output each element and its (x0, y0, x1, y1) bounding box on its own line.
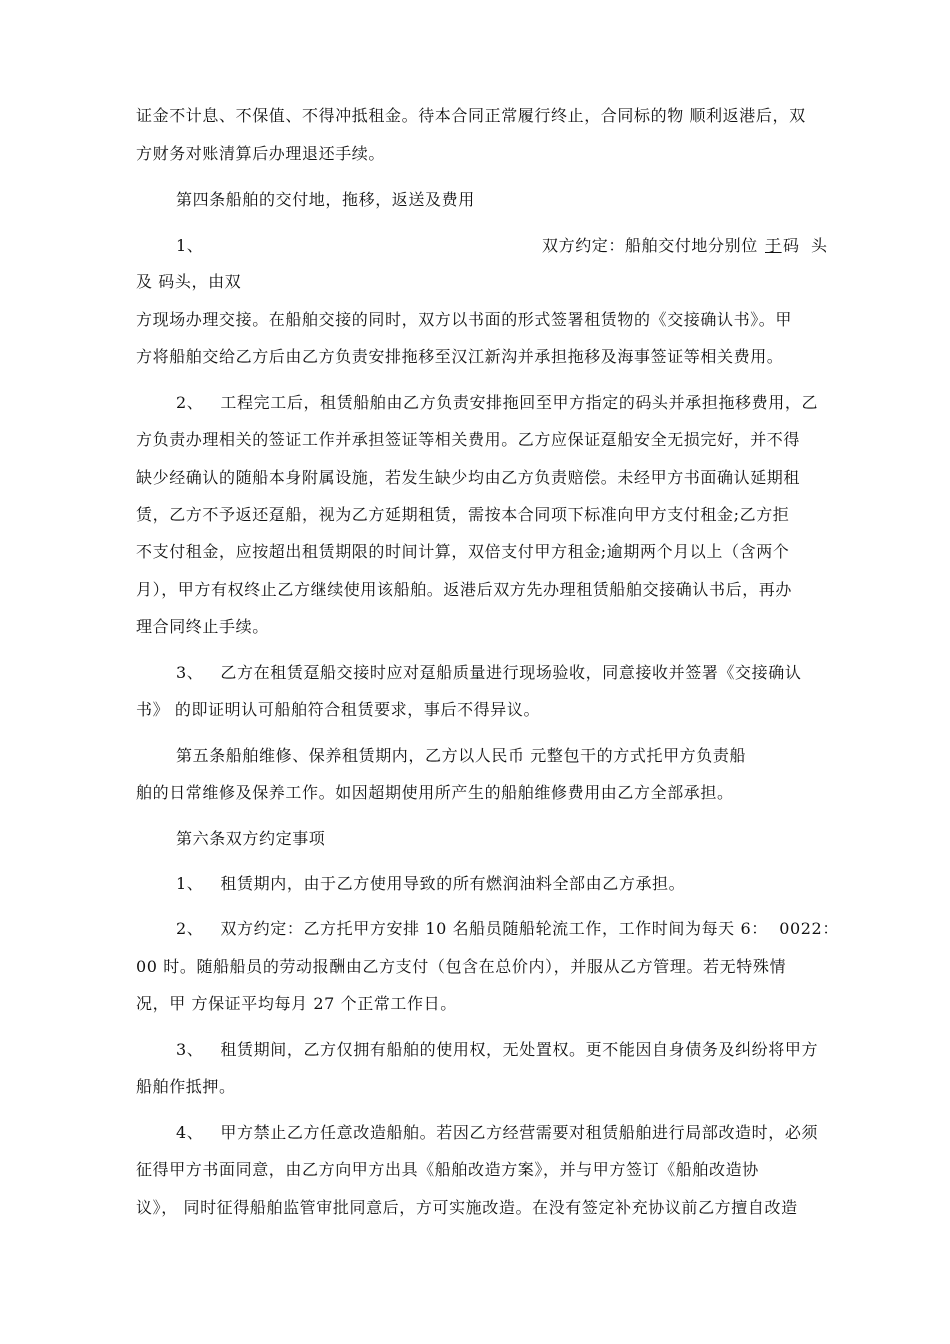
text-line: 3、 乙方在租赁趸船交接时应对趸船质量进行现场验收，同意接收并签署《交接确认 (176, 663, 802, 682)
text-line: 1、 租赁期内，由于乙方使用导致的所有燃润油料全部由乙方承担。 (176, 874, 686, 893)
text-line: 码 头 (783, 236, 828, 255)
text-line: 2、 双方约定：乙方托甲方安排 10 名船员随船轮流工作，工作时间为每天 6： 0022： (176, 919, 839, 938)
article-6-heading: 第六条双方约定事项 (176, 829, 326, 848)
text-line: 况，甲 方保证平均每月 27 个正常工作日。 (136, 994, 457, 1013)
text-line: 议》， 同时征得船舶监管审批同意后，方可实施改造。在没有签定补充协议前乙方擅自改造 (136, 1198, 798, 1217)
text-line: 征得甲方书面同意，由乙方向甲方出具《船舶改造方案》，并与甲方签订《船舶改造协 (136, 1160, 759, 1179)
text-line: 赁，乙方不予返还趸船，视为乙方延期租赁，需按本合同项下标准向甲方支付租金;乙方拒 (136, 505, 790, 524)
article-4-heading: 第四条船舶的交付地，拖移，返送及费用 (176, 190, 475, 209)
text-line: 及 码头，由双 (136, 272, 242, 291)
text-line: 书》 的即证明认可船舶符合租赁要求，事后不得异议。 (136, 700, 541, 719)
text-line: 方财务对账清算后办理退还手续。 (136, 144, 386, 163)
article-5-heading: 第五条船舶维修、保养租赁期内，乙方以人民币 元整包干的方式托甲方负责船 (176, 746, 747, 765)
text-line: 船舶作抵押。 (136, 1077, 236, 1096)
text-line: 方负责办理相关的签证工作并承担签证等相关费用。乙方应保证趸船安全无损完好，并不得 (136, 430, 801, 449)
text-line: 缺少经确认的随船本身附属设施，若发生缺少均由乙方负责赔偿。未经甲方书面确认延期租 (136, 468, 801, 487)
text-line: 3、 租赁期间，乙方仅拥有船舶的使用权，无处置权。更不能因自身债务及纠纷将甲方 (176, 1040, 819, 1059)
text-line: 4、 甲方禁止乙方任意改造船舶。若因乙方经营需要对租赁船舶进行局部改造时，必须 (176, 1123, 819, 1142)
text-line: 于 (765, 236, 782, 255)
text-line: 月），甲方有权终止乙方继续使用该船舶。返港后双方先办理租赁船舶交接确认书后，再办 (136, 580, 793, 599)
text-line: 方现场办理交接。在船舶交接的同时，双方以书面的形式签署租赁物的《交接确认书》。甲 (136, 310, 793, 329)
list-number: 1、 (176, 236, 204, 255)
text-line: 2、 工程完工后，租赁船舶由乙方负责安排拖回至甲方指定的码头并承担拖移费用，乙 (176, 393, 819, 412)
text-line: 不支付租金，应按超出租赁期限的时间计算，双倍支付甲方租金;逾期两个月以上（含两个 (136, 542, 790, 561)
text-line: 证金不计息、不保值、不得冲抵租金。待本合同正常履行终止，合同标的物 顺利返港后，双 (136, 106, 806, 125)
text-line: 双方约定：船舶交付地分别位 (542, 236, 758, 255)
text-line: 方将船舶交给乙方后由乙方负责安排拖移至汉江新沟并承担拖移及海事签证等相关费用。 (136, 347, 784, 366)
text-line: 00 时。随船船员的劳动报酬由乙方支付（包含在总价内），并服从乙方管理。若无特殊情 (136, 957, 787, 976)
text-line: 理合同终止手续。 (136, 617, 269, 636)
text-line: 舶的日常维修及保养工作。如因超期使用所产生的船舶维修费用由乙方全部承担。 (136, 783, 734, 802)
